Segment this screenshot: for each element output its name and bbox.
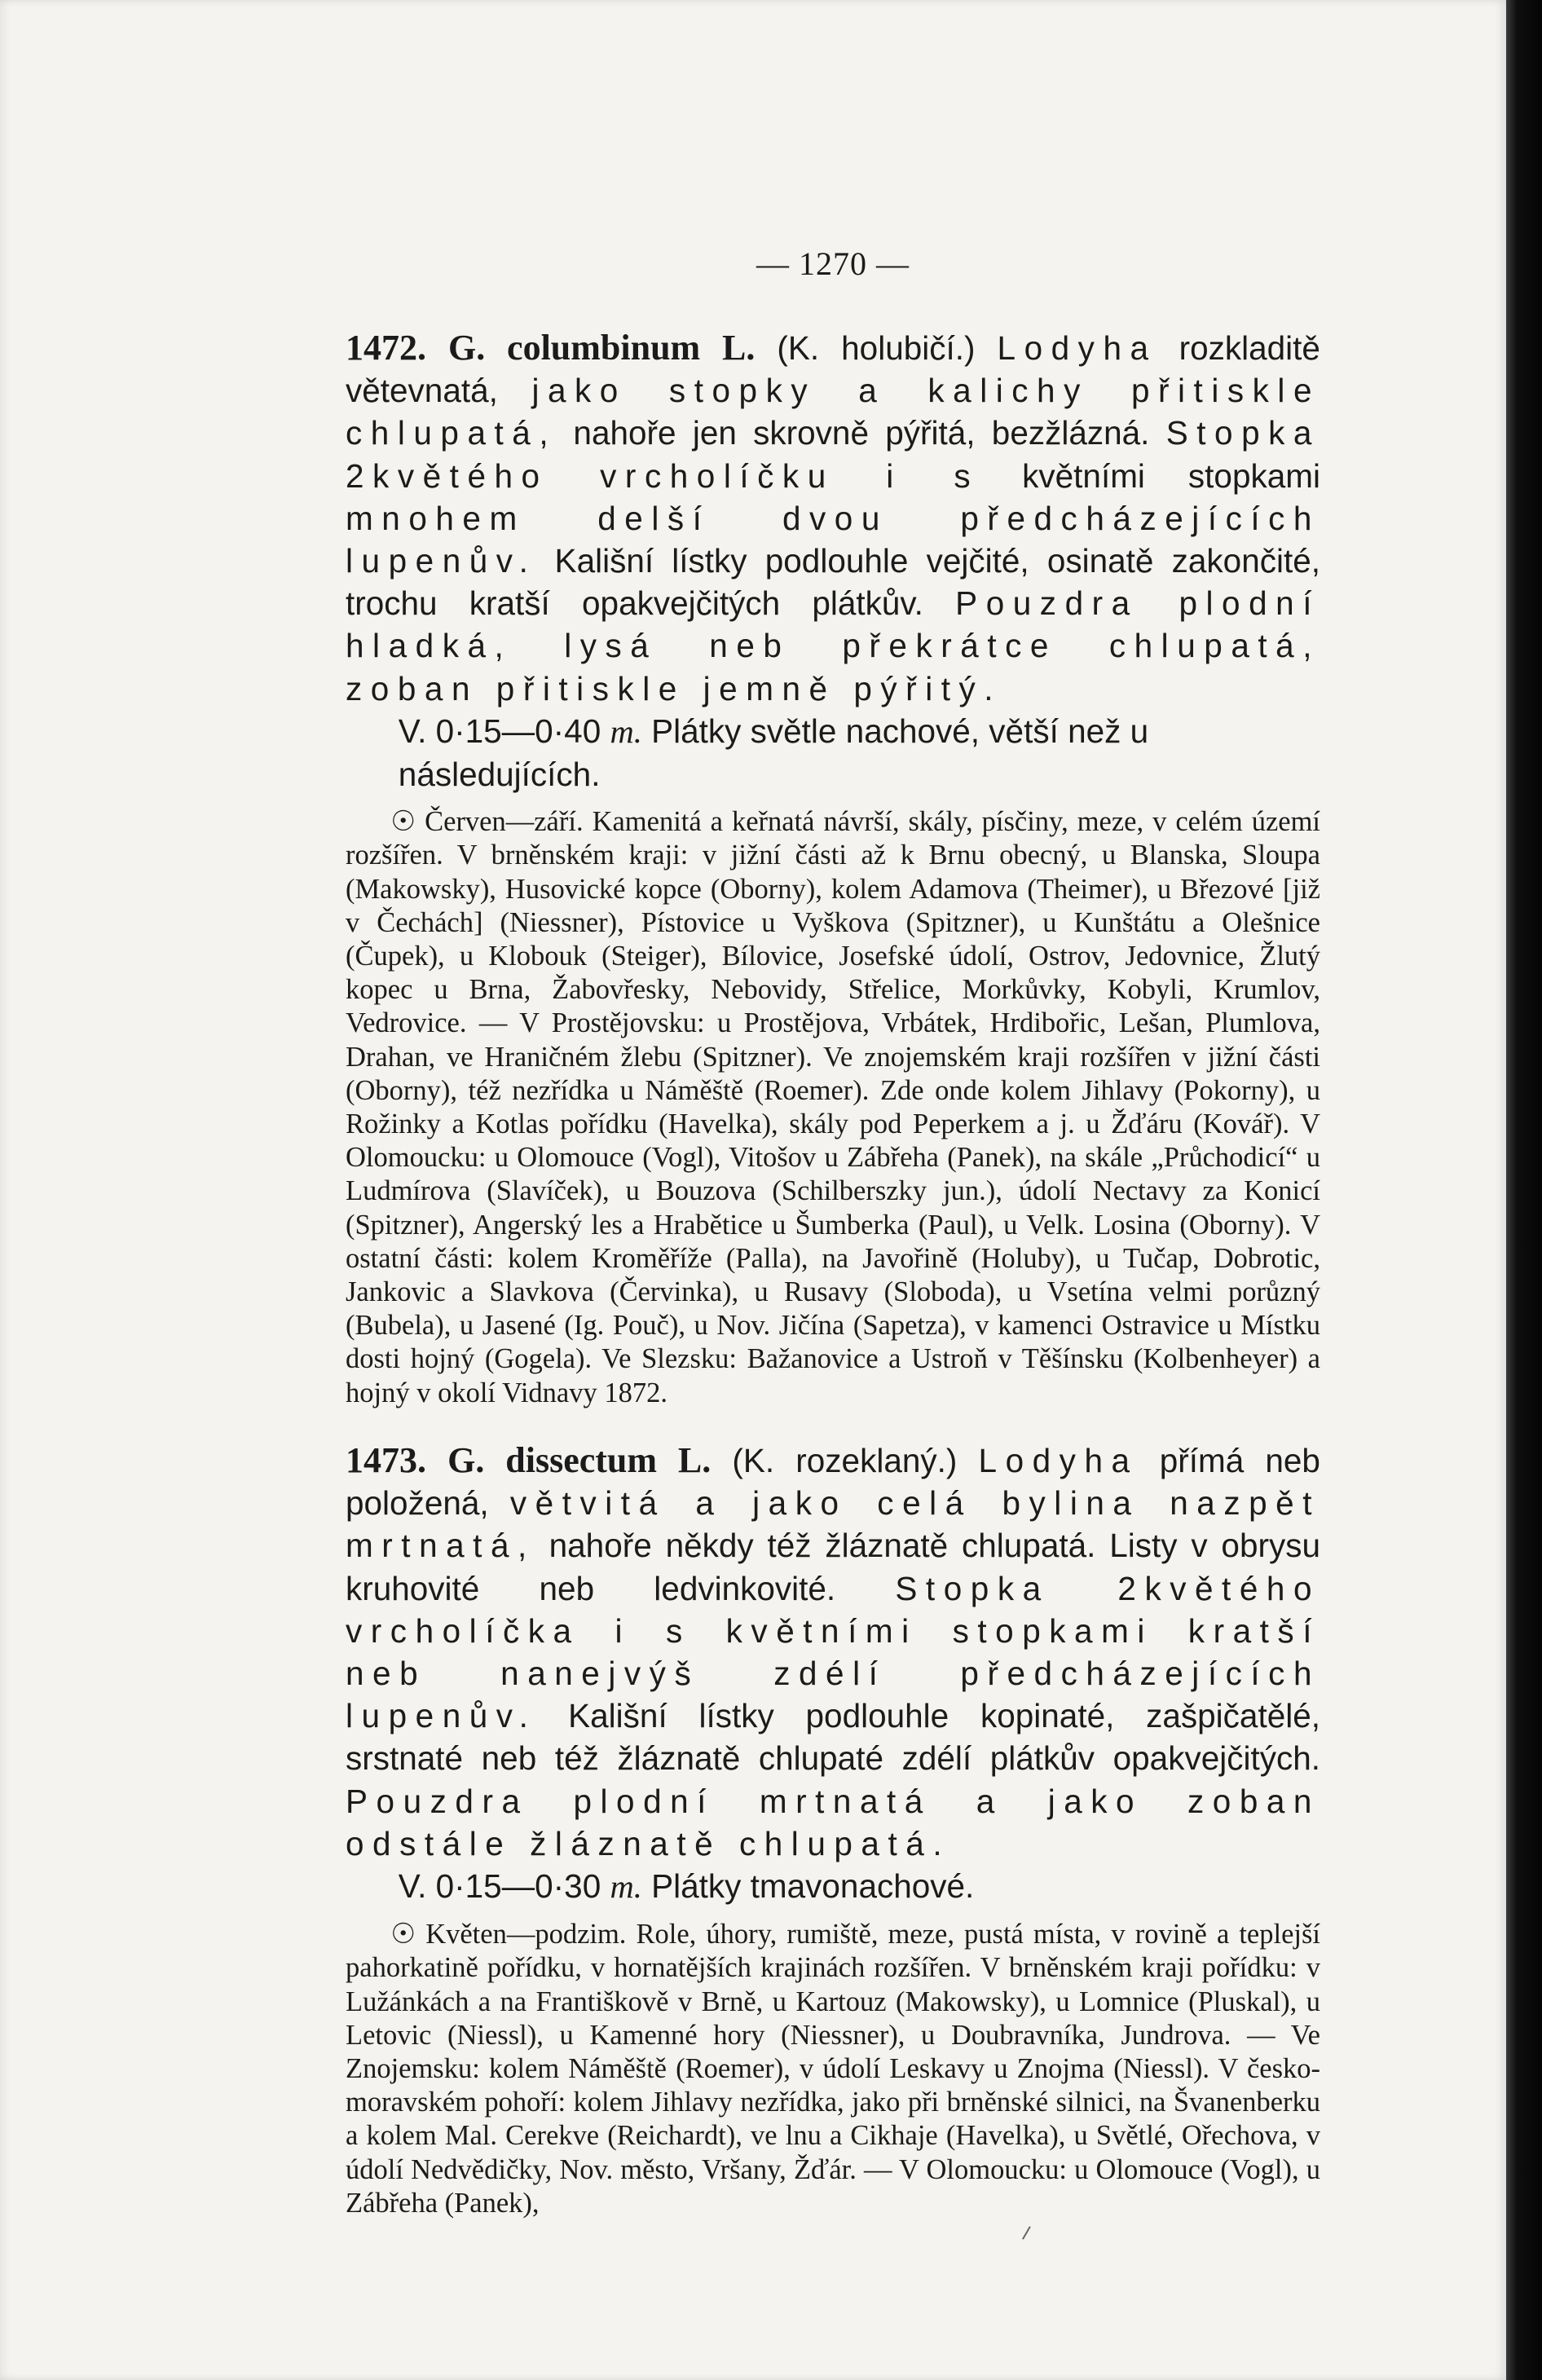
- page-content: [346, 245, 1320, 2220]
- entry-1473: [346, 1439, 1320, 2220]
- entry-1472: [346, 327, 1320, 1410]
- scan-dark-edge: [1506, 0, 1542, 2380]
- size-line: [346, 1865, 1320, 1908]
- desc-part: Pouzdra plodní mrtnatá a jako zoban odstále žláznatě chlupatá.: [346, 1782, 1320, 1862]
- entry-description: [346, 1439, 1320, 1865]
- desc-part: Kališní lístky podlouhle vejčité, osinatě zakončité, trochu kratší opakvejčitých plátkův.: [346, 542, 1320, 623]
- desc-part: Lodyha: [997, 329, 1157, 367]
- desc-part: Kališní lístky podlouhle kopinaté, zašpičatělé, srstnaté neb též žláznatě chlupaté zdélí plátkův opakvejčitých.: [346, 1697, 1320, 1778]
- desc-part: nahoře někdy též žláznatě chlupatá. Listy v obrysu kruhovité neb ledvinkovité.: [346, 1527, 1320, 1607]
- desc-part: přímá neb položená,: [346, 1441, 1320, 1523]
- desc-part: větvitá a jako celá bylina nazpět mrtnatá,: [346, 1484, 1320, 1565]
- desc-part: jako stopky a kalichy přitiskle chlupatá,: [346, 372, 1320, 452]
- desc-part: květními stopkami: [979, 456, 1320, 495]
- size-prefix: V. 0·15—0·30: [398, 1867, 610, 1905]
- size-unit: m.: [610, 712, 642, 750]
- desc-part: Lodyha: [978, 1441, 1139, 1479]
- common-name: (K. rozeklaný.): [732, 1441, 958, 1479]
- desc-part: Pouzdra plodní hladká, lysá neb překrátce chlupatá, zoban přitiskle jemně pýřitý.: [346, 584, 1320, 707]
- desc-part: mnohem delší dvou předcházejících lupenův.: [346, 499, 1320, 580]
- species-name: G. columbinum L.: [448, 328, 756, 368]
- size-suffix: Plátky tmavonachové.: [641, 1867, 975, 1905]
- size-unit: m.: [610, 1867, 642, 1905]
- distribution-text: ☉ Červen—září. Kamenitá a keřnatá návrší, skály, písčiny, meze, v celém území rozšířen. V brněnském kraji: v jižní části až k Brnu obecný, u Blanska, Sloupa (Makowsky), Husovické kopce (Oborny), kolem Adamova (Theimer), u Březové [již v Čechách] (Niessner), Pístovice u Vyškova (Spitzner), u Kunštátu a Olešnice (Čupek), u Klobouk (Steiger), Bílovice, Josefské údolí, Ostrov, Jedovnice, Žlutý kopec u Brna, Žabovřesky, Nebovidy, Střelice, Morkůvky, Kobyli, Krumlov, Vedrovice. — V Prostějovsku: u Prostějova, Vrbátek, Hrdibořic, Lešan, Plumlova, Drahan, ve Hraničném žlebu (Spitzner). Ve znojemském kraji rozšířen v jižní části (Oborny), též nezřídka u Náměště (Roemer). Zde onde kolem Jihlavy (Pokorny), u Rožinky a Kotlas pořídku (Havelka), skály pod Peperkem a j. u Žďáru (Kovář). V Olomoucku: u Olomouce (Vogl), Vitošov u Zábřeha (Panek), na skále „Průchodicí“ u Ludmírova (Slavíček), u Bouzova (Schilberszky jun.), údolí Nectavy za Konicí (Spitzner), Angerský les a Hrabětice u Šumberka (Paul), u Velk. Losina (Oborny). V ostatní části: kolem Kroměříže (Palla), na Javořině (Holuby), u Tučap, Dobrotic, Jankovic a Slavkova (Červinka), u Rusavy (Sloboda), u Vsetína velmi porůzný (Bubela), u Jasené (Ig. Pouč), u Nov. Jičína (Sapetza), v kamenci Ostravice u Místku dosti hojný (Gogela). Ve Slezsku: Bažanovice a Ustroň v Těšínsku (Kolbenheyer) a hojný v okolí Vidnavy 1872.: [346, 806, 1320, 1408]
- desc-part: nahoře jen skrovně pýřitá, bezžlázná.: [557, 414, 1166, 452]
- page-number: — 1270 —: [756, 245, 910, 282]
- species-name: G. dissectum L.: [447, 1439, 712, 1480]
- desc-part: rozkladitě větevnatá,: [346, 329, 1320, 410]
- entry-description: [346, 327, 1320, 710]
- entry-number: 1472.: [346, 328, 426, 368]
- entry-number: 1473.: [346, 1439, 426, 1480]
- common-name: (K. holubičí.): [777, 329, 976, 367]
- desc-part: Stopka 2květého vrcholíčku i s: [346, 414, 1320, 495]
- size-line: [346, 710, 1320, 796]
- distribution-text: ☉ Květen—podzim. Role, úhory, rumiště, meze, pustá místa, v rovině a teplejší pahorkatině pořídku, v hornatějších krajinách rozšířen. V brněnském kraji pořídku: v Lužánkách a na Františkově v Brně, u Kartouz (Makowsky), u Lomnice (Pluskal), u Letovic (Niessl), u Kamenné hory (Niessner), u Doubravníka, Jundrova. — Ve Znojemsku: kolem Náměště (Roemer), v údolí Leskavy u Znojma (Niessl). V česko-moravském pohoří: kolem Jihlavy nezřídka, jako při brněnské silnici, na Švanenberku a kolem Mal. Cerekve (Reichardt), ve lnu a Cikhaje (Havelka), u Světlé, Ořechova, v údolí Nedvědičky, Nov. město, Vršany, Žďár. — V Olomoucku: u Olomouce (Vogl), u Zábřeha (Panek),: [346, 1919, 1320, 2219]
- size-suffix: Plátky světle nachové, větší než u následujících.: [398, 712, 1149, 794]
- desc-part: Stopka 2květého vrcholíčka i s květními stopkami kratší neb nanejvýš zdélí předcházejících lupenův.: [346, 1569, 1321, 1735]
- size-prefix: V. 0·15—0·40: [398, 712, 610, 750]
